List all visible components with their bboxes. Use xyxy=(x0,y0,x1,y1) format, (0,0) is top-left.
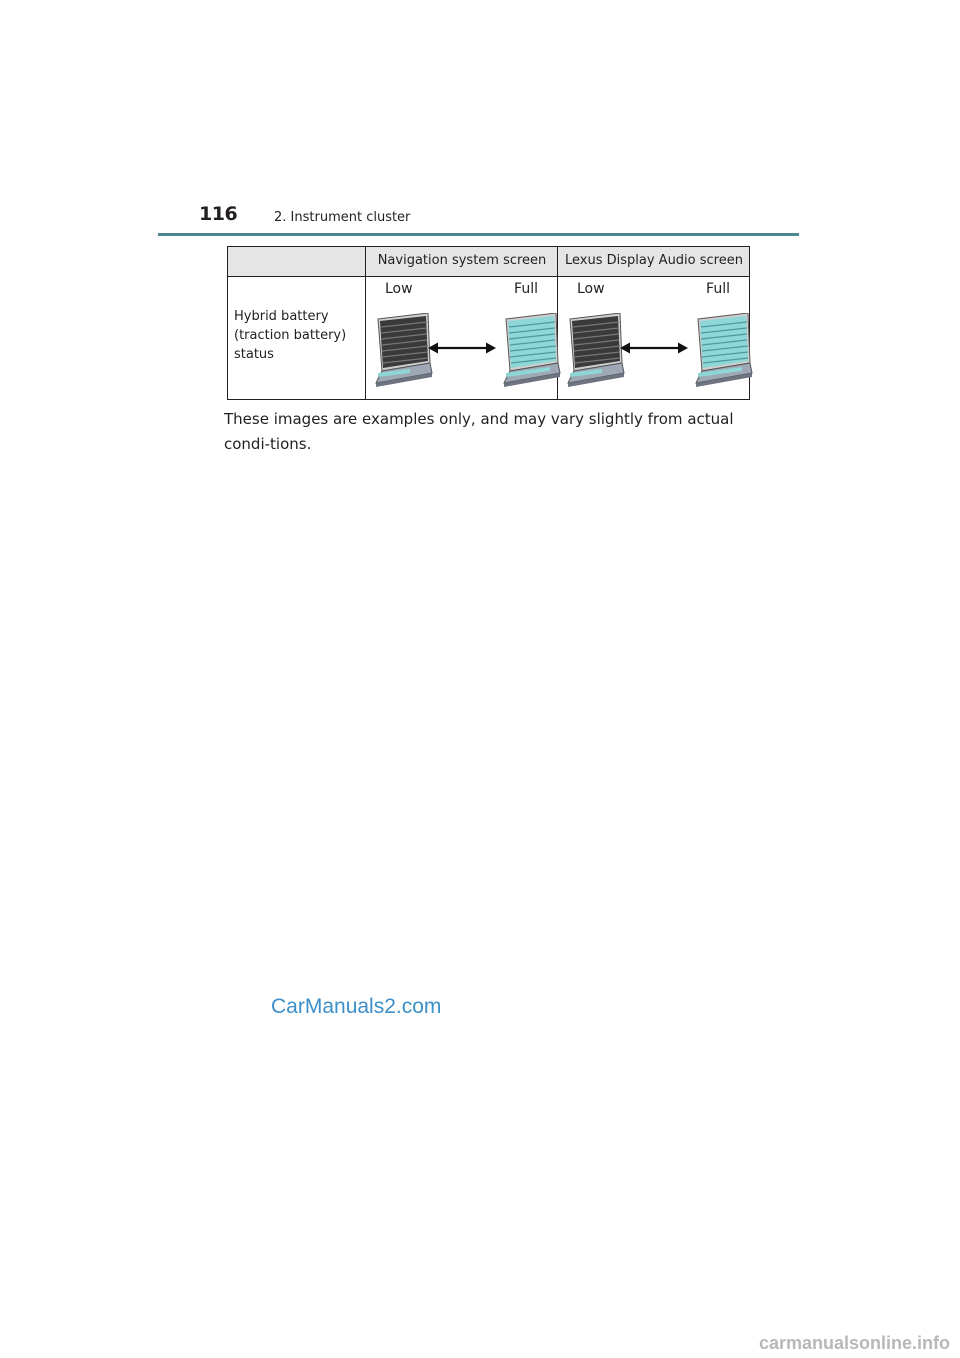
footer-watermark-text: carmanualsonline.info xyxy=(758,1333,950,1353)
page-number: 116 xyxy=(199,203,238,225)
full-label: Full xyxy=(514,281,538,297)
column-header-navigation: Navigation system screen xyxy=(377,253,547,268)
example-images-note: These images are examples only, and may vary slightly from actual condi-tions. xyxy=(224,410,734,453)
column-header-lexus-display-audio: Lexus Display Audio screen xyxy=(565,253,743,268)
low-label: Low xyxy=(385,281,413,297)
section-title: 2. Instrument cluster xyxy=(274,210,411,225)
double-arrow-icon xyxy=(620,341,688,355)
battery-full-icon xyxy=(498,313,562,387)
lexus-display-audio-battery-cell xyxy=(558,277,750,399)
full-label: Full xyxy=(706,281,730,297)
double-arrow-icon xyxy=(428,341,496,355)
battery-full-icon xyxy=(690,313,754,387)
header-rule xyxy=(158,233,799,236)
table-header-row xyxy=(228,247,749,277)
battery-empty-icon xyxy=(562,313,626,387)
watermark-text: CarManuals2.com xyxy=(271,995,442,1018)
navigation-battery-cell xyxy=(366,277,558,399)
low-label: Low xyxy=(577,281,605,297)
battery-empty-icon xyxy=(370,313,434,387)
battery-status-table xyxy=(227,246,750,400)
row-label-hybrid-battery: Hybrid battery (traction battery) status xyxy=(234,309,347,362)
